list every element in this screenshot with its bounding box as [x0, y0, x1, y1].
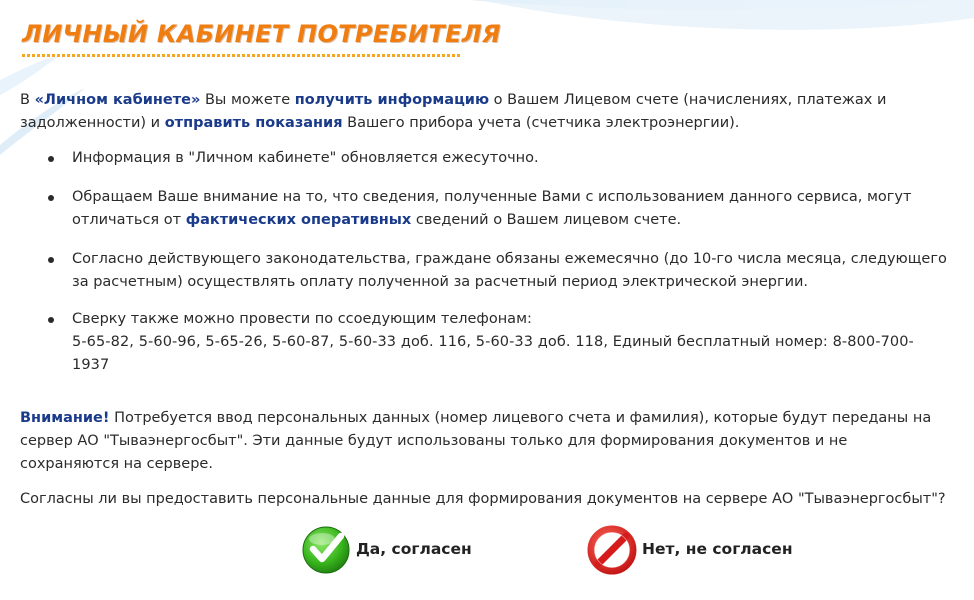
warning-label: Внимание! [20, 410, 110, 426]
bullet-payment-obligation: Согласно действующего законодательства, граждане обязаны ежемесячно (до 10-го числа месяца, следующего за расчетным) осуществлять оплату полученной за расчетный период электрической энергии. [48, 248, 948, 294]
info-bullet-list [48, 147, 948, 377]
phone-numbers-list: 5-65-82, 5-60-96, 5-65-26, 5-60-87, 5-60-33 доб. 116, 5-60-33 доб. 118, Единый бесплатный номер: 8-800-700-1937 [72, 334, 914, 373]
intro-send-readings-emphasis: отправить показания [164, 115, 343, 131]
intro-lk-emphasis: «Личном кабинете» [34, 92, 201, 108]
agree-button-label: Да, согласен [356, 540, 472, 558]
bullet-data-differences-emphasis: фактических оперативных [185, 212, 412, 228]
title-underline [22, 54, 462, 57]
intro-get-info-emphasis: получить информацию [294, 92, 490, 108]
bullet-phone-intro: Сверку также можно провести по ссоедующим телефонам: [72, 311, 532, 327]
bullet-data-differences [48, 186, 948, 232]
warning-text: Потребуется ввод персональных данных (номер лицевого счета и фамилия), которые будут переданы на сервер АО "Тываэнергосбыт". Эти данные будут использованы только для формирования документов и не сохраняются на сервере. [20, 410, 932, 472]
intro-paragraph [20, 89, 950, 135]
bullet-data-differences-text-1: Обращаем Ваше внимание на то, что сведения, полученные Вами с использованием данного сервиса, могут отличаться от [72, 189, 912, 228]
disagree-button[interactable] [586, 523, 793, 575]
page-title: ЛИЧНЫЙ КАБИНЕТ ПОТРЕБИТЕЛЯ [22, 20, 501, 48]
bullet-update-frequency: Информация в "Личном кабинете" обновляется ежесуточно. [48, 147, 948, 170]
intro-text-4: Вашего прибора учета (счетчика электроэнергии). [342, 115, 740, 131]
agree-button[interactable] [300, 523, 472, 575]
red-prohibited-icon [586, 523, 638, 575]
bullet-phone-reconciliation [48, 308, 948, 377]
disagree-button-label: Нет, не согласен [642, 540, 793, 558]
intro-text-2: Вы можете [200, 92, 295, 108]
warning-paragraph [20, 407, 950, 476]
bullet-data-differences-text-2: сведений о Вашем лицевом счете. [411, 212, 682, 228]
intro-text-3: о Вашем Лицевом счете (начислениях, платежах и задолженности) и [20, 92, 887, 131]
intro-text-1: В [20, 92, 35, 108]
consent-question: Согласны ли вы предоставить персональные данные для формирования документов на сервере АО "Тываэнергосбыт"? [20, 491, 946, 507]
green-check-icon [300, 523, 352, 575]
